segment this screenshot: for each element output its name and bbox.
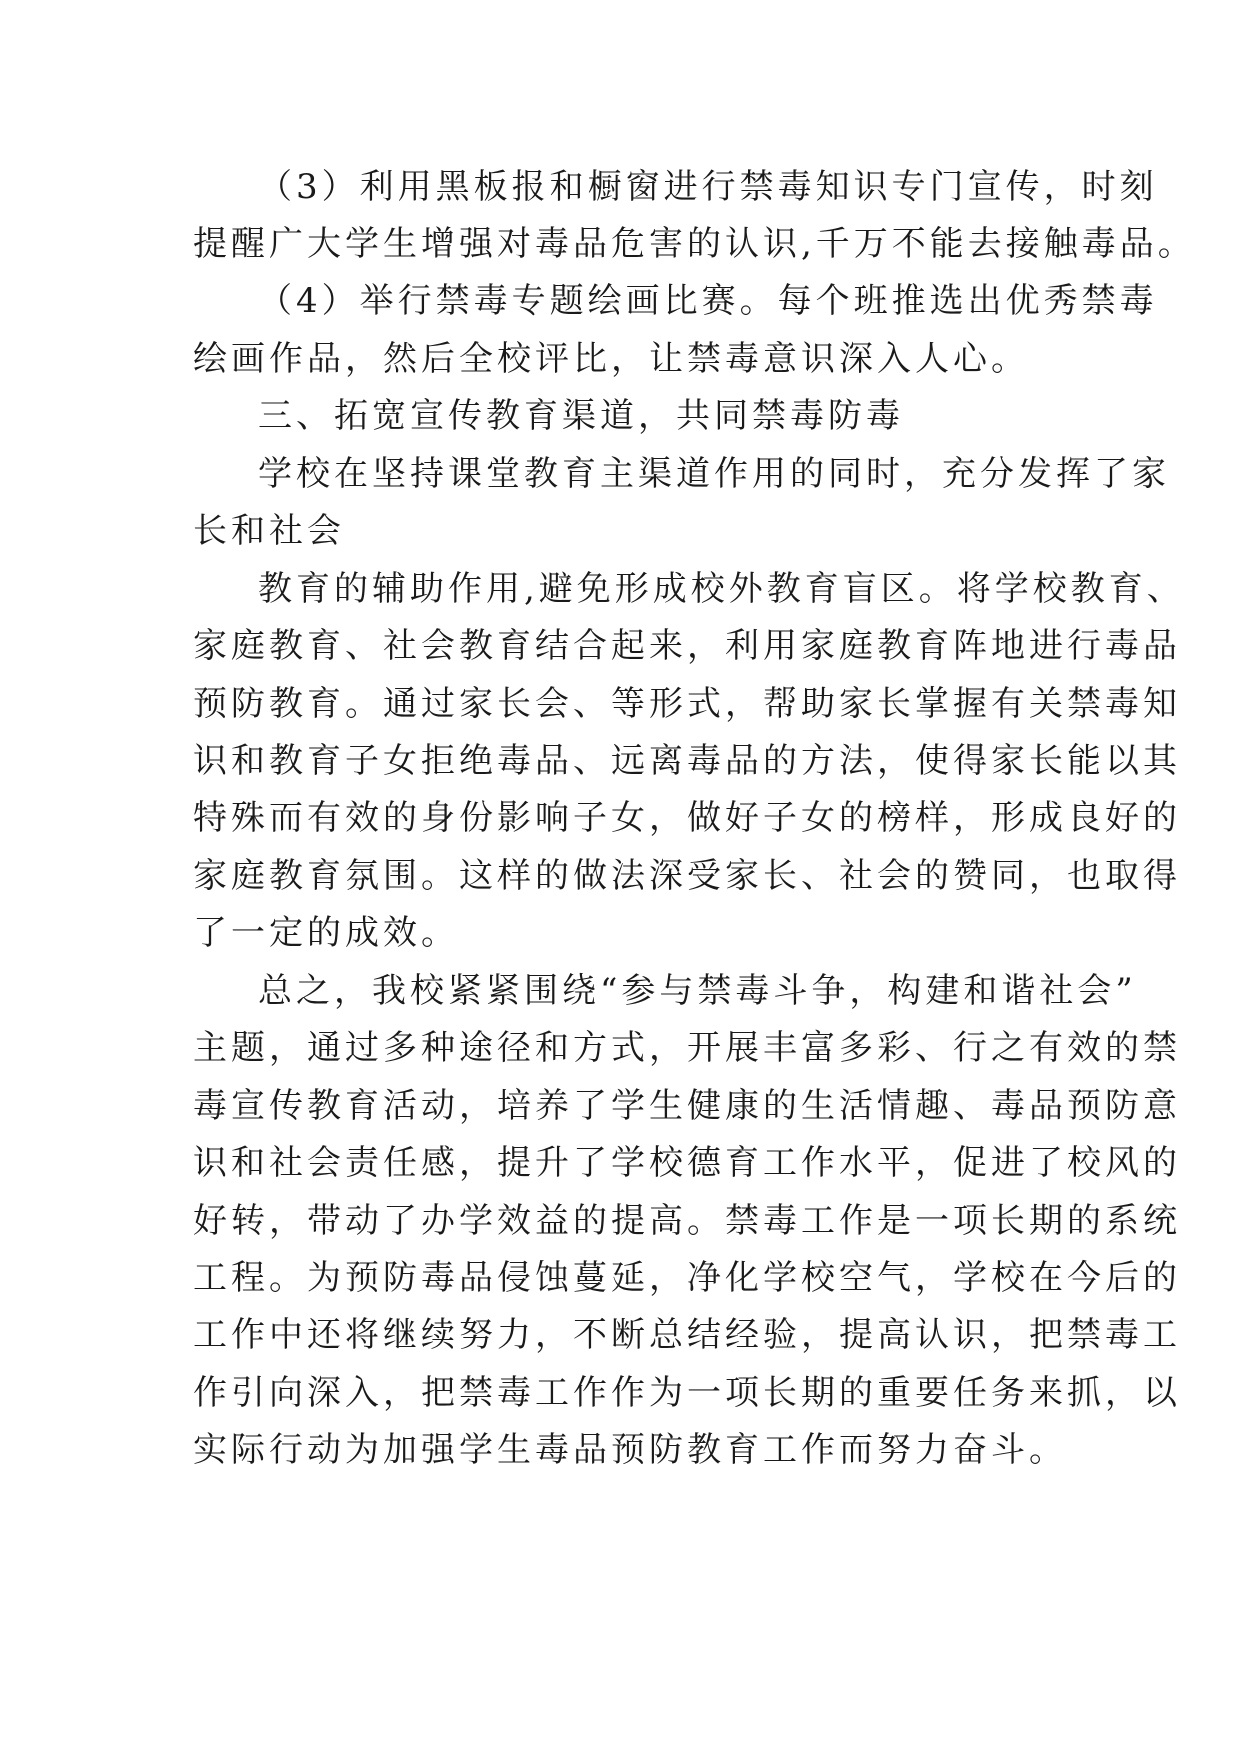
paragraph-line: 识和教育子女拒绝毒品、远离毒品的方法，使得家长能以其 (193, 741, 1181, 781)
paragraph-line: 实际行动为加强学生毒品预防教育工作而努力奋斗。 (193, 1430, 1067, 1470)
section-heading: 三、拓宽宣传教育渠道，共同禁毒防毒 (258, 396, 904, 436)
paragraph-line: 了一定的成效。 (193, 913, 459, 953)
paragraph-line: 家庭教育氛围。这样的做法深受家长、社会的赞同，也取得 (193, 856, 1181, 896)
paragraph-line: 教育的辅助作用,避免形成校外教育盲区。将学校教育、 (258, 569, 1185, 609)
paragraph-line: 提醒广大学生增强对毒品危害的认识,千万不能去接触毒品。 (193, 224, 1196, 264)
paragraph-line: 识和社会责任感，提升了学校德育工作水平，促进了校风的 (193, 1143, 1181, 1183)
paragraph-line: 特殊而有效的身份影响子女，做好子女的榜样，形成良好的 (193, 798, 1181, 838)
paragraph-line: 主题，通过多种途径和方式，开展丰富多彩、行之有效的禁 (193, 1028, 1181, 1068)
paragraph-line: 毒宣传教育活动，培养了学生健康的生活情趣、毒品预防意 (193, 1086, 1181, 1126)
paragraph-line: 预防教育。通过家长会、等形式，帮助家长掌握有关禁毒知 (193, 684, 1181, 724)
paragraph-line: 工作中还将继续努力，不断总结经验，提高认识，把禁毒工 (193, 1315, 1181, 1355)
paragraph-line: 总之，我校紧紧围绕“参与禁毒斗争，构建和谐社会” (258, 971, 1137, 1011)
paragraph-line: 作引向深入，把禁毒工作作为一项长期的重要任务来抓，以 (193, 1373, 1181, 1413)
paragraph-line: 好转，带动了办学效益的提高。禁毒工作是一项长期的系统 (193, 1201, 1181, 1241)
paragraph-line: （4）举行禁毒专题绘画比赛。每个班推选出优秀禁毒 (258, 281, 1158, 321)
paragraph-line: 家庭教育、社会教育结合起来，利用家庭教育阵地进行毒品 (193, 626, 1181, 666)
paragraph-line: 学校在坚持课堂教育主渠道作用的同时，充分发挥了家 (258, 454, 1170, 494)
paragraph-line: （3）利用黑板报和橱窗进行禁毒知识专门宣传，时刻 (258, 167, 1158, 207)
paragraph-line: 工程。为预防毒品侵蚀蔓延，净化学校空气，学校在今后的 (193, 1258, 1181, 1298)
paragraph-line: 长和社会 (193, 511, 345, 551)
paragraph-line: 绘画作品，然后全校评比，让禁毒意识深入人心。 (193, 339, 1029, 379)
